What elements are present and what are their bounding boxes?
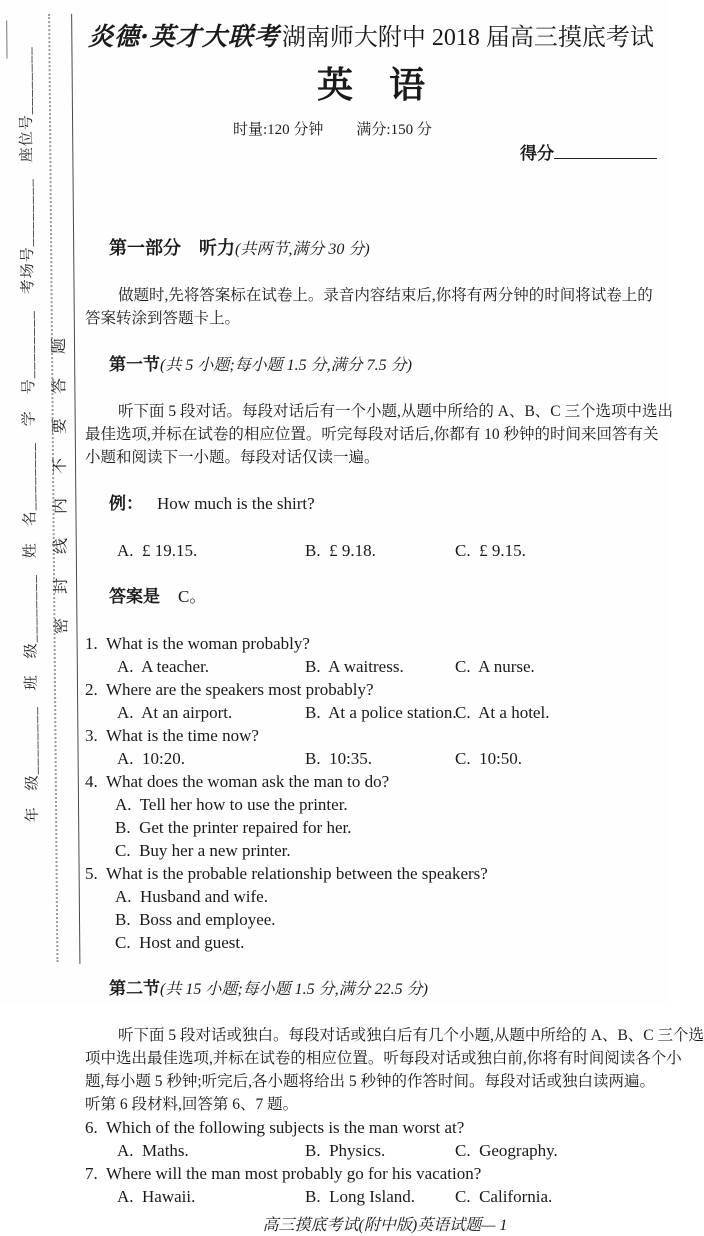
option-a: A. Husband and wife. bbox=[115, 887, 268, 906]
material-instruction: 听第 6 段材料,回答第 6、7 题。 bbox=[85, 1096, 299, 1113]
question-stem: 6. Which of the following subjects is the man worst at? bbox=[85, 1118, 465, 1137]
question-stem: 2. Where are the speakers most probably? bbox=[85, 680, 374, 699]
options-row bbox=[85, 1185, 657, 1208]
exam-title bbox=[85, 20, 657, 58]
section1-intro-line: 最佳选项,并标在试卷的相应位置。听完每段对话后,你都有 10 秒钟的时间来回答有关 bbox=[85, 426, 659, 443]
part1-intro-line: 做题时,先将答案标在试卷上。录音内容结束后,你将有两分钟的时间将试卷上的 bbox=[118, 287, 653, 304]
example-question bbox=[85, 469, 657, 539]
option-b: B. Physics. bbox=[305, 1141, 386, 1160]
exam-meta bbox=[85, 120, 657, 140]
option-c: C. At a hotel. bbox=[455, 703, 550, 722]
part1-intro-line: 答案转涂到答题卡上。 bbox=[85, 310, 241, 327]
option-b: B. Boss and employee. bbox=[115, 910, 276, 929]
section1-intro-line: 听下面 5 段对话。每段对话后有一个小题,从题中所给的 A、B、C 三个选项中选出 bbox=[118, 403, 673, 420]
section2-heading-title: 第二节 bbox=[109, 979, 160, 998]
section1-heading-note: (共 5 小题;每小题 1.5 分,满分 7.5 分) bbox=[160, 357, 412, 374]
example-options-row bbox=[85, 539, 657, 562]
question-2 bbox=[85, 678, 657, 724]
option-c: C. Geography. bbox=[455, 1141, 558, 1160]
question-5 bbox=[85, 862, 657, 954]
option-a: A. £ 19.15. bbox=[117, 541, 198, 560]
exam-brand: 炎德·英才大联考 bbox=[88, 22, 280, 51]
student-info-fields: 年 级________ 班 级________ 姓 名________ 学 号________ 考场号________ 座位号________ bbox=[18, 46, 42, 823]
part1-heading-note: (共两节,满分 30 分) bbox=[235, 241, 370, 258]
question-stem: 5. What is the probable relationship between the speakers? bbox=[85, 864, 488, 883]
score-label: 得分 bbox=[520, 144, 554, 163]
option-b: B. At a police station. bbox=[305, 703, 457, 722]
section1-intro-line: 小题和阅读下一小题。每段对话仅读一遍。 bbox=[85, 449, 380, 466]
subject-title: 英 语 bbox=[316, 64, 425, 105]
options-row bbox=[85, 701, 657, 724]
section2-intro-line: 听下面 5 段对话或独白。每段对话或独白后有几个小题,从题中所给的 A、B、C 三个选 bbox=[118, 1027, 704, 1044]
score-line bbox=[85, 140, 657, 167]
option-b: B. 10:35. bbox=[305, 749, 373, 768]
question-stem: 3. What is the time now? bbox=[85, 726, 259, 745]
exam-total-score: 满分:150 分 bbox=[356, 122, 432, 138]
answer-value: C。 bbox=[178, 587, 207, 606]
question-7 bbox=[85, 1162, 657, 1208]
option-a: A. Maths. bbox=[117, 1141, 189, 1160]
option-c: C. A nurse. bbox=[455, 657, 535, 676]
section2-intro-line: 项中选出最佳选项,并标在试卷的相应位置。听每段对话或独白前,你将有时间阅读各个小 bbox=[85, 1050, 682, 1067]
options-row bbox=[85, 1139, 657, 1162]
margin-border-line bbox=[71, 14, 80, 964]
page-edge-mark bbox=[6, 20, 7, 58]
option-c: C. Host and guest. bbox=[115, 933, 245, 952]
option-b: B. A waitress. bbox=[305, 657, 404, 676]
question-4 bbox=[85, 770, 657, 862]
option-a: A. Hawaii. bbox=[117, 1187, 196, 1206]
option-c: C. £ 9.15. bbox=[455, 541, 526, 560]
section2-heading bbox=[85, 954, 657, 1024]
option-b: B. £ 9.18. bbox=[305, 541, 376, 560]
example-question-text: How much is the shirt? bbox=[157, 494, 315, 513]
answer-label: 答案是 bbox=[109, 587, 160, 606]
section2-intro-line: 题,每小题 5 秒钟;听完后,各小题将给出 5 秒钟的作答时间。每段对话或独白读两遍。 bbox=[85, 1073, 656, 1090]
page-footer: 高三摸底考试(附中版)英语试题— 1 bbox=[262, 1217, 508, 1234]
option-c: C. California. bbox=[455, 1187, 553, 1206]
section1-heading-title: 第一节 bbox=[109, 355, 160, 374]
options-row bbox=[85, 655, 657, 678]
question-3 bbox=[85, 724, 657, 770]
options-row bbox=[85, 747, 657, 770]
seal-notice: 密封线内不要答题 bbox=[50, 313, 71, 635]
question-stem: 7. Where will the man most probably go for his vacation? bbox=[85, 1164, 482, 1183]
example-answer bbox=[85, 562, 657, 632]
part1-heading-title: 第一部分 听力 bbox=[109, 238, 235, 258]
option-c: C. 10:50. bbox=[455, 749, 523, 768]
question-6 bbox=[85, 1116, 657, 1162]
question-1 bbox=[85, 632, 657, 678]
exam-title-text: 湖南师大附中 2018 届高三摸底考试 bbox=[281, 25, 654, 51]
option-a: A. A teacher. bbox=[117, 657, 210, 676]
example-label: 例： bbox=[109, 494, 143, 513]
section2-heading-note: (共 15 小题;每小题 1.5 分,满分 22.5 分) bbox=[160, 981, 428, 998]
option-c: C. Buy her a new printer. bbox=[115, 841, 291, 860]
option-b: B. Long Island. bbox=[305, 1187, 416, 1206]
part1-heading bbox=[85, 214, 657, 284]
question-stem: 1. What is the woman probably? bbox=[85, 634, 310, 653]
question-stem: 4. What does the woman ask the man to do? bbox=[85, 772, 390, 791]
exam-content bbox=[85, 0, 704, 1236]
exam-duration: 时量:120 分钟 bbox=[233, 122, 324, 138]
option-a: A. 10:20. bbox=[117, 749, 185, 768]
score-blank bbox=[554, 140, 657, 159]
option-a: A. At an airport. bbox=[117, 703, 233, 722]
option-a: A. Tell her how to use the printer. bbox=[115, 795, 348, 814]
section1-heading bbox=[85, 330, 657, 400]
option-b: B. Get the printer repaired for her. bbox=[115, 818, 352, 837]
